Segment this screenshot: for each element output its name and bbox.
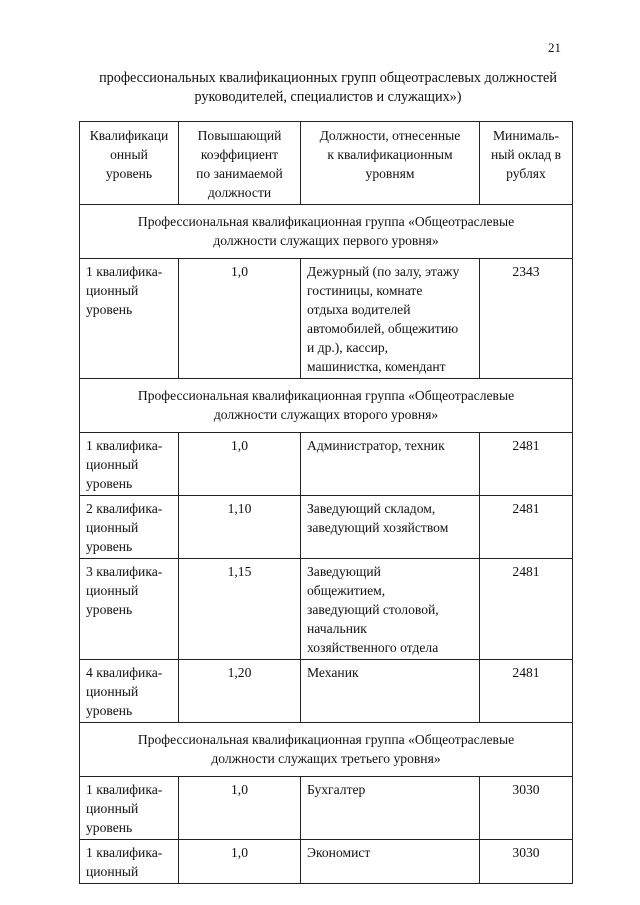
salary-cell: 3030 bbox=[480, 777, 573, 840]
coefficient-cell: 1,0 bbox=[179, 433, 301, 496]
header-salary bbox=[480, 122, 573, 205]
header-positions-line: Должности, отнесенные bbox=[319, 128, 461, 143]
level-line: ционный bbox=[86, 520, 139, 535]
heading-line-1: профессиональных квалификационных групп общеотраслевых должностей bbox=[99, 70, 557, 86]
level-line: уровень bbox=[86, 476, 133, 491]
salary-cell: 2481 bbox=[480, 433, 573, 496]
level-line: 1 квалифика- bbox=[86, 782, 163, 797]
positions-cell bbox=[301, 777, 480, 840]
header-level bbox=[80, 122, 179, 205]
position-line: общежитием, bbox=[307, 583, 386, 598]
header-level-line: онный bbox=[110, 147, 148, 162]
level-line: ционный bbox=[86, 801, 139, 816]
level-line: уровень bbox=[86, 703, 133, 718]
header-salary-line: Минималь- bbox=[492, 128, 560, 143]
group-title-line: Профессиональная квалификационная группа «Общеотраслевые bbox=[137, 388, 515, 403]
page-number: 21 bbox=[548, 40, 561, 55]
position-line: заведующий столовой, bbox=[307, 602, 439, 617]
level-cell bbox=[80, 496, 179, 559]
table-row bbox=[80, 777, 573, 840]
level-line: 3 квалифика- bbox=[86, 564, 163, 579]
position-line: заведующий хозяйством bbox=[307, 520, 449, 535]
position-line: Дежурный (по залу, этажу bbox=[307, 264, 460, 279]
salary-cell: 2481 bbox=[480, 496, 573, 559]
header-coefficient-line: коэффициент bbox=[200, 147, 279, 162]
header-coefficient-line: Повышающий bbox=[197, 128, 282, 143]
group-title-line: должности служащих первого уровня» bbox=[213, 233, 439, 248]
table-row bbox=[80, 840, 573, 884]
position-line: машинистка, комендант bbox=[307, 359, 446, 374]
level-cell bbox=[80, 559, 179, 660]
position-line: Заведующий bbox=[307, 564, 381, 579]
coefficient-cell: 1,10 bbox=[179, 496, 301, 559]
level-line: 2 квалифика- bbox=[86, 501, 163, 516]
table-row bbox=[80, 660, 573, 723]
header-salary-line: ный оклад в bbox=[490, 147, 562, 162]
level-line: 1 квалифика- bbox=[86, 264, 163, 279]
position-line: Механик bbox=[307, 665, 359, 680]
group-title-line: Профессиональная квалификационная группа «Общеотраслевые bbox=[137, 732, 515, 747]
level-line: уровень bbox=[86, 539, 133, 554]
table-row bbox=[80, 259, 573, 379]
level-line: 1 квалифика- bbox=[86, 845, 163, 860]
salary-cell: 2343 bbox=[480, 259, 573, 379]
header-row bbox=[80, 122, 573, 205]
group-title-line: должности служащих третьего уровня» bbox=[211, 751, 441, 766]
level-line: ционный bbox=[86, 457, 139, 472]
position-line: гостиницы, комнате bbox=[307, 283, 423, 298]
level-line: ционный bbox=[86, 283, 139, 298]
level-line: ционный bbox=[86, 864, 139, 879]
group-row bbox=[80, 379, 573, 433]
position-line: Бухгалтер bbox=[307, 782, 366, 797]
qualification-table bbox=[79, 121, 573, 884]
level-cell bbox=[80, 777, 179, 840]
position-line: и др.), кассир, bbox=[307, 340, 389, 355]
positions-cell bbox=[301, 660, 480, 723]
salary-cell: 2481 bbox=[480, 559, 573, 660]
header-coefficient-line: должности bbox=[207, 185, 272, 200]
level-cell bbox=[80, 660, 179, 723]
header-positions-line: уровням bbox=[365, 166, 415, 181]
header-salary-line: рублях bbox=[506, 166, 546, 181]
salary-cell: 3030 bbox=[480, 840, 573, 884]
positions-cell bbox=[301, 259, 480, 379]
coefficient-cell: 1,0 bbox=[179, 259, 301, 379]
group-title bbox=[80, 379, 573, 433]
position-line: Администратор, техник bbox=[307, 438, 445, 453]
level-cell bbox=[80, 433, 179, 496]
position-line: отдыха водителей bbox=[307, 302, 411, 317]
header-positions-line: к квалификационным bbox=[327, 147, 453, 162]
level-line: 4 квалифика- bbox=[86, 665, 163, 680]
salary-cell: 2481 bbox=[480, 660, 573, 723]
group-row bbox=[80, 205, 573, 259]
position-line: Экономист bbox=[307, 845, 371, 860]
position-line: хозяйственного отдела bbox=[307, 640, 439, 655]
positions-cell bbox=[301, 840, 480, 884]
coefficient-cell: 1,0 bbox=[179, 777, 301, 840]
level-line: 1 квалифика- bbox=[86, 438, 163, 453]
header-level-line: Квалификаци bbox=[89, 128, 169, 143]
header-positions bbox=[301, 122, 480, 205]
header-coefficient-line: по занимаемой bbox=[196, 166, 283, 181]
group-title-line: Профессиональная квалификационная группа «Общеотраслевые bbox=[137, 214, 515, 229]
position-line: автомобилей, общежитию bbox=[307, 321, 459, 336]
group-title bbox=[80, 723, 573, 777]
positions-cell bbox=[301, 559, 480, 660]
level-line: ционный bbox=[86, 583, 139, 598]
coefficient-cell: 1,0 bbox=[179, 840, 301, 884]
coefficient-cell: 1,15 bbox=[179, 559, 301, 660]
document-heading bbox=[78, 69, 578, 107]
table-header bbox=[80, 122, 573, 205]
level-line: уровень bbox=[86, 302, 133, 317]
table-row bbox=[80, 433, 573, 496]
position-line: начальник bbox=[307, 621, 367, 636]
level-line: уровень bbox=[86, 602, 133, 617]
group-row bbox=[80, 723, 573, 777]
level-cell bbox=[80, 259, 179, 379]
group-title bbox=[80, 205, 573, 259]
positions-cell bbox=[301, 433, 480, 496]
header-coefficient bbox=[179, 122, 301, 205]
group-title-line: должности служащих второго уровня» bbox=[213, 407, 439, 422]
level-line: ционный bbox=[86, 684, 139, 699]
table-body bbox=[80, 205, 573, 884]
level-cell bbox=[80, 840, 179, 884]
positions-cell bbox=[301, 496, 480, 559]
coefficient-cell: 1,20 bbox=[179, 660, 301, 723]
header-level-line: уровень bbox=[105, 166, 153, 181]
heading-line-2: руководителей, специалистов и служащих») bbox=[194, 89, 462, 105]
level-line: уровень bbox=[86, 820, 133, 835]
table-row bbox=[80, 559, 573, 660]
position-line: Заведующий складом, bbox=[307, 501, 436, 516]
table-row bbox=[80, 496, 573, 559]
